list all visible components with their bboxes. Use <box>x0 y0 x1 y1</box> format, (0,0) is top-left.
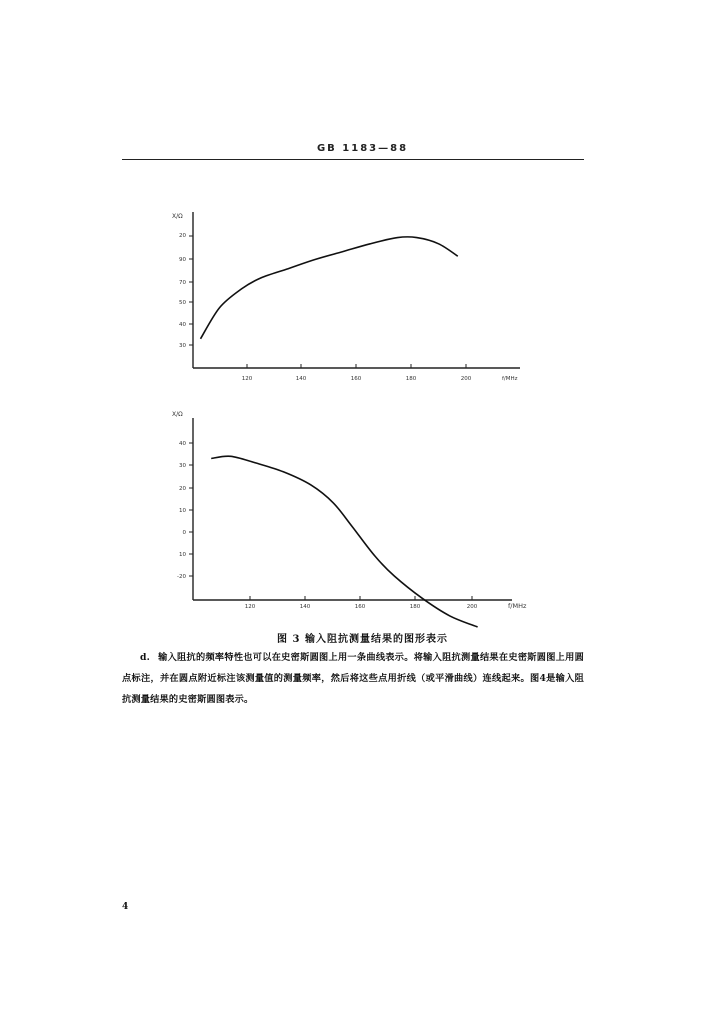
document-header: GB 1183—88 <box>316 143 409 154</box>
x-tick-label: 180 <box>409 604 421 610</box>
y-tick-label: 40 <box>179 322 186 328</box>
chart-axes <box>193 418 512 600</box>
x-tick-label: 140 <box>299 604 311 610</box>
y-tick-label: -20 <box>177 574 186 580</box>
y-tick-label: 70 <box>179 280 186 286</box>
x-tick-label: 160 <box>354 604 366 610</box>
y-tick-label: 10 <box>179 508 186 514</box>
y-tick-label: 20 <box>179 233 186 239</box>
x-tick-label: 180 <box>405 376 417 382</box>
x-tick-label: 200 <box>466 604 478 610</box>
y-tick-label: 20 <box>179 486 186 492</box>
y-tick-label: 50 <box>179 300 186 306</box>
series-line <box>211 456 477 627</box>
x-tick-label: 120 <box>241 376 253 382</box>
x-tick-label: 140 <box>295 376 307 382</box>
x-axis-label: f/MHz <box>502 376 518 382</box>
y-tick-label: 0 <box>182 530 186 536</box>
y-ticks <box>177 441 193 580</box>
y-tick-label: 10 <box>179 552 186 558</box>
figure-caption: 图 3 输入阻抗测量结果的图形表示 <box>277 634 448 645</box>
y-axis-label: X/Ω <box>172 213 183 220</box>
y-tick-label: 30 <box>179 463 186 469</box>
body-text: 输入阻抗的频率特性也可以在史密斯圆图上用一条曲线表示。将输入阻抗测量结果在史密斯圆图上用圆点标注，并在圆点附近标注该测量值的测量频率，然后将这些点用折线（或平滑曲线）连线起来。图4是输入阻抗测量结果的史密斯圆图表示。 <box>122 652 584 705</box>
y-tick-label: 90 <box>179 257 186 263</box>
x-tick-label: 120 <box>244 604 256 610</box>
y-axis-label: X/Ω <box>172 411 183 418</box>
page-number: 4 <box>122 902 129 912</box>
x-tick-label: 160 <box>350 376 362 382</box>
y-tick-label: 40 <box>179 441 186 447</box>
x-axis-label: f/MHz <box>508 602 527 610</box>
x-tick-label: 200 <box>460 376 472 382</box>
body-paragraph <box>122 647 584 710</box>
y-tick-label: 30 <box>179 343 186 349</box>
x-ticks <box>245 596 527 610</box>
item-label: d. <box>140 652 151 663</box>
